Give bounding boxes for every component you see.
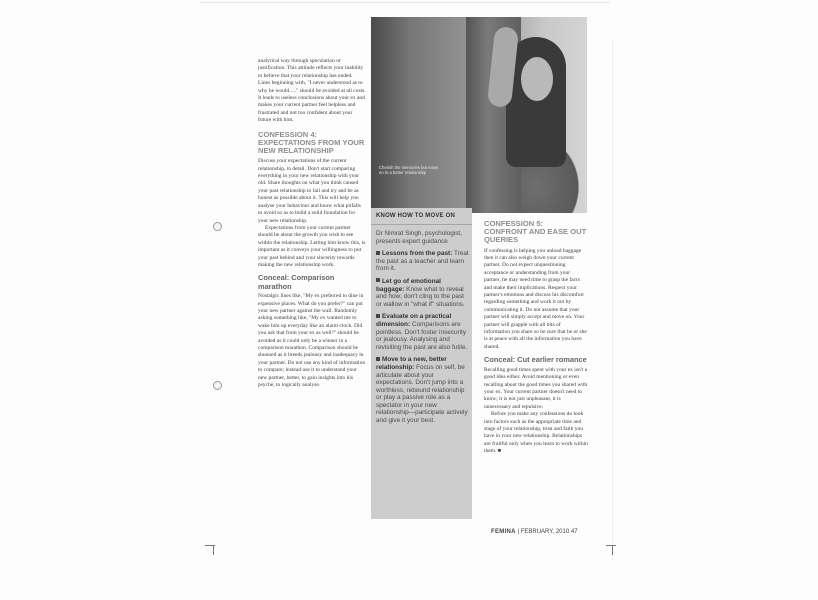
conceal-comparison-paragraph: Nostalgic lines like, "My ex preferred to dine in expensive places. What do you prefer?" can put your new partner against the wall. Randomly asking something like, "My ex wanted me to wake him up everyday like an alarm clock. Did you ask that from your ex as well?" should be avoided as it could only be a winner in a comparison marathon. Comparison should be shunned as it breeds jealousy and inadequacy in your partner. Do not use any kind of information to compare; instead use it to understand your new partner, better, to gain insights into his psyche, to logically analyse.	[258, 293, 366, 389]
punch-hole	[213, 381, 222, 390]
page-edge	[200, 2, 610, 3]
sidebar-item: Lessons from the past: Treat the past as a teacher and learn from it.	[376, 250, 469, 273]
confession-4-paragraph: Discuss your expectations of the current relationship, in detail. Don't start comparing everything in your new relationship with your old. Share thoughts on what you think caused your past relationship to fail and try and be as honest as possible about it. This will help you analyse your behaviour and know what pitfalls to avoid so as to build a solid foundation for your new relationship.	[258, 158, 361, 224]
page-footer	[491, 529, 578, 535]
page-edge-right	[612, 40, 613, 560]
bullet-square-icon	[376, 314, 380, 318]
conceal-romance-heading: Conceal: Cut earlier romance	[484, 355, 587, 365]
magazine-brand: FEMINA	[491, 529, 516, 535]
confession-5-heading: CONFESSION 5: CONFRONT AND EASE OUT QUERIES	[484, 219, 587, 245]
bullet-square-icon	[376, 357, 380, 361]
bullet-square-icon	[376, 251, 380, 255]
sidebar-divider	[371, 224, 472, 225]
confession-4-paragraph-2: Expectations from your current partner should be about the growth you wish to see within the relationship. Letting him know this, is important as it conveys your willingness to put your past behind and your sincerity towards making the new relationship work.	[258, 224, 366, 268]
sidebar-item: Let go of emotional baggage: Know what to reveal and how; don't cling to the past or wallow in "what if" situations.	[376, 277, 465, 308]
sidebar-item: Move to a new, better relationship: Focus on self, be articulate about your expectations. Don't jump into a worthless, rebound relationship or play a passive role as a spectator in your new relationship—participate actively and give it your best.	[376, 356, 468, 425]
conceal-comparison-heading: Conceal: Comparison marathon	[258, 273, 335, 291]
article-column-right	[484, 220, 588, 456]
sidebar-heading: KNOW HOW TO MOVE ON	[376, 213, 456, 219]
crop-mark	[606, 545, 616, 546]
sidebar-body	[376, 230, 469, 430]
confession-5-paragraph: If confessing is helping you unload baggage then it can also weigh down your current partner. Do not expect unquestioning acceptance or understanding from your partner, he may need time to grasp the facts and make their implications. Respect your partner's emotions and discuss his discomfort regarding something and work it out by communicating it. Do not assume that your partner will simply accept and move on. Your partner will grapple with all bits of information you share so be sure that he or she is at peace with all the information you have shared.	[484, 247, 587, 350]
conceal-romance-paragraph-2: Before you make any confessions do look into factors such as the appropriate time and stage of your relationship, trust and faith you have in your new relationship. Relationships are fruitful only when you learn to work within them. ■	[484, 411, 588, 455]
article-photo	[371, 17, 587, 213]
sidebar-item: Evaluate on a practical dimension: Comparisons are pointless. Don't foster insecurity or jealousy. Analysing and revisiting the past are also futile.	[376, 313, 468, 351]
footer-separator: |	[517, 529, 521, 535]
bullet-square-icon	[376, 278, 380, 282]
crop-mark	[612, 545, 613, 555]
photo-caption: Cherish the memories but move on to a better relationship	[379, 165, 439, 176]
issue-date: FEBRUARY, 2010	[520, 529, 570, 535]
sidebar-intro: Dr Nimrat Singh, psychologist, presents expert guidance	[376, 230, 462, 245]
confession-4-heading: CONFESSION 4: EXPECTATIONS FROM YOUR NEW RELATIONSHIP	[258, 129, 365, 156]
woman-face	[521, 57, 553, 101]
article-column-left	[258, 58, 366, 389]
intro-paragraph: analytical way through speculation or justification. This attitude reflects your inability to believe that your relationship has ended. Lines beginning with, "I never understood as to why he would....." should be avoided at all costs. It leads to useless conclusions about your ex and makes your current partner feel helpless and frustrated and not too confident about your future with him.	[258, 58, 366, 124]
sidebar-box	[371, 208, 472, 519]
conceal-romance-paragraph: Recalling good times spent with your ex isn't a good idea either. Avoid mentioning or even recalling about the good times you shared with your ex. Your current partner doesn't need to know; it is not just unpleasant, it is unnecessary and repulsive.	[484, 366, 588, 410]
page-number: 47	[570, 529, 578, 535]
punch-hole	[213, 222, 222, 231]
crop-mark	[213, 545, 214, 555]
